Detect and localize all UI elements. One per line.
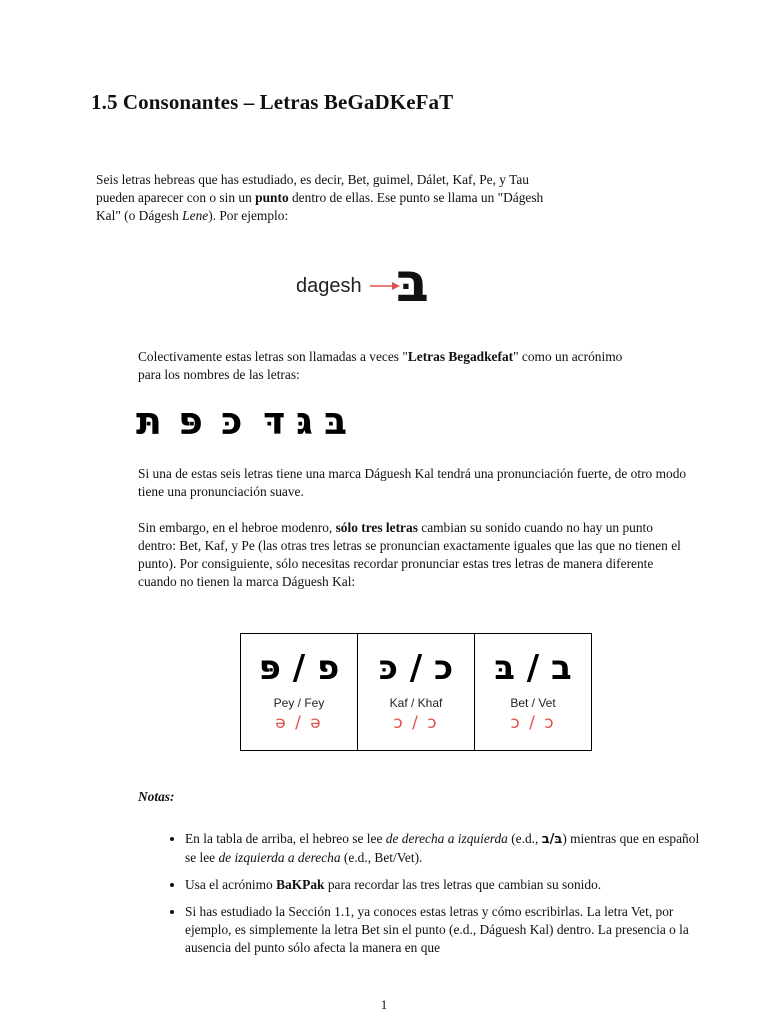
table-cell-bet	[475, 634, 592, 751]
intro-italic-lene: Lene	[182, 208, 209, 223]
table-row	[241, 634, 592, 751]
begadkefat-letters-row	[136, 398, 356, 448]
kaf-script: ɔ / ɔ	[393, 713, 439, 733]
letter-kaf: כּ	[221, 399, 243, 443]
modern-paragraph	[138, 519, 683, 591]
pronunciation-paragraph: Si una de estas seis letras tiene una marca Dáguesh Kal tendrá una pronunciación fuerte, de otro modo tiene una pronunciación suave.	[138, 466, 687, 499]
modern-text-1: Sin embargo, en el hebroe modenro,	[138, 520, 336, 535]
note-text: (e.d., Bet/Vet).	[340, 850, 423, 865]
table-cell-kaf	[358, 634, 475, 751]
letter-gimel: גּ	[296, 399, 313, 443]
bet-name: Bet / Vet	[510, 696, 556, 710]
intro-bold-punto: punto	[255, 190, 289, 205]
collective-paragraph	[138, 348, 648, 384]
note-text: (e.d.,	[507, 831, 542, 846]
pey-script: ə / ə	[275, 713, 323, 733]
modern-text-2: cambian su sonido cuando no hay un punto dentro: Bet, Kaf, y Pe (las otras tres letras se pronuncian exactamente iguales que las que no tienen el punto). Por consiguiente, sólo necesitas recordar pronunciar estas tres letras de manera diferente cuando no tienen la marca Dáguesh Kal:	[138, 520, 681, 589]
intro-paragraph	[96, 171, 546, 225]
note-text: Si has estudiado la Sección 1.1, ya conoces estas letras y cómo escribirlas. La letra Vet, por ejemplo, es simplemente la letra Bet sin el punto (e.d., Dáguesh Kal) dentro. La presencia o la ausencia del punto sólo afecta la manera en que	[185, 904, 689, 955]
dagesh-label: dagesh	[296, 275, 362, 297]
kaf-letters: כ / כּ	[378, 648, 454, 688]
collective-text-1: Colectivamente estas letras son llamadas a veces "	[138, 349, 408, 364]
notes-list	[160, 830, 705, 966]
letter-pe: פּ	[178, 399, 203, 443]
collective-text-2: " como un acrónimo para los nombres de las letras:	[138, 349, 623, 382]
list-item	[185, 876, 705, 894]
note-bold: BaKPak	[276, 877, 325, 892]
page-title: 1.5 Consonantes – Letras BeGaDKeFaT	[91, 90, 454, 114]
bet-letters: ב / בּ	[494, 648, 572, 688]
list-item	[185, 903, 705, 957]
bet-dagesh-letter: בּ	[396, 251, 429, 314]
note-text: para recordar las tres letras que cambian su sonido.	[324, 877, 602, 892]
list-item	[185, 830, 705, 867]
table-cell-pey	[241, 634, 358, 751]
note-text: Usa el acrónimo	[185, 877, 277, 892]
letter-tav: תּ	[136, 399, 162, 443]
bet-script: ɔ / ɔ	[510, 713, 556, 733]
notes-heading: Notas:	[138, 789, 175, 804]
dagesh-figure	[292, 251, 452, 317]
pey-letters: פ / פּ	[258, 648, 340, 688]
kaf-name: Kaf / Khaf	[389, 696, 443, 710]
page-number: 1	[380, 997, 388, 1012]
letter-bet: בּ	[324, 399, 348, 443]
bakpak-table	[240, 633, 592, 751]
intro-text-1: Seis letras hebreas que has estudiado, es decir, Bet, guimel, Dálet, Kaf, Pe, y Tau pueden aparecer con o sin un	[96, 172, 529, 205]
letter-dalet: דּ	[263, 399, 286, 443]
note-text: En la tabla de arriba, el hebreo se lee	[185, 831, 386, 846]
note-text: ) mientras que en español se lee	[185, 831, 700, 865]
note-hebrew: בּ/ב	[541, 832, 563, 847]
note-italic: de derecha a izquierda	[385, 831, 508, 846]
intro-text-2: dentro de ellas. Ese punto se llama un "Dágesh Kal" (o Dágesh	[96, 190, 544, 223]
collective-bold: Letras Begadkefat	[407, 349, 514, 364]
modern-bold: sólo tres letras	[335, 520, 418, 535]
intro-text-3: ). Por ejemplo:	[208, 208, 289, 223]
note-italic: de izquierda a derecha	[218, 850, 341, 865]
pey-name: Pey / Fey	[273, 696, 325, 710]
